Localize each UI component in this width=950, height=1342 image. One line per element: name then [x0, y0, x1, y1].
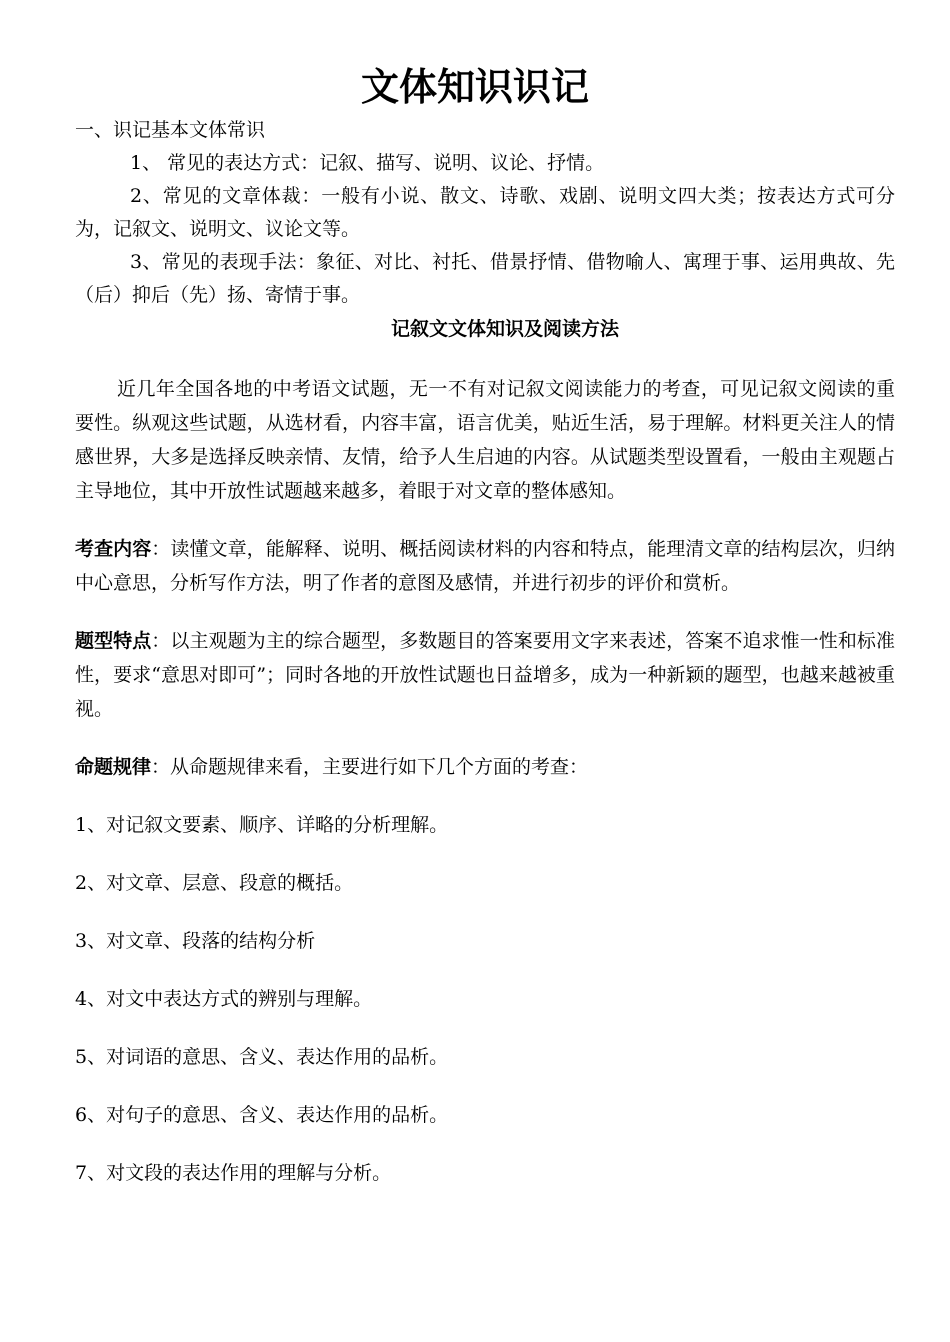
- features-paragraph: [75, 624, 895, 726]
- list-item: 1、 常见的表达方式：记叙、描写、说明、议论、抒情。: [130, 152, 605, 174]
- list-item: 4、对文中表达方式的辨别与理解。: [75, 988, 373, 1010]
- content-text: ：读懂文章，能解释、说明、概括阅读材料的内容和特点，能理清文章的结构层次，归纳中心意思，分析写作方法，明了作者的意图及感情，并进行初步的评价和赏析。: [75, 538, 895, 594]
- content-label: 考查内容: [75, 538, 152, 560]
- list-item: 6、对句子的意思、含义、表达作用的品析。: [75, 1104, 449, 1126]
- rules-text: ：从命题规律来看，主要进行如下几个方面的考查：: [151, 756, 589, 778]
- list-item: 1、对记叙文要素、顺序、详略的分析理解。: [75, 814, 449, 836]
- rules-paragraph: [75, 750, 895, 784]
- narrative-section: [75, 372, 895, 1214]
- basic-knowledge-section: [75, 114, 895, 312]
- list-item: 2、常见的文章体裁：一般有小说、散文、诗歌、戏剧、说明文四大类；按表达方式可分为，记叙文、说明文、议论文等。: [75, 185, 895, 240]
- section-heading: 一、识记基本文体常识: [75, 119, 266, 141]
- document-title: 文体知识识记: [360, 65, 589, 109]
- features-text: ：以主观题为主的综合题型，多数题目的答案要用文字来表述，答案不追求惟一性和标准性，要求“意思对即可”；同时各地的开放性试题也日益增多，成为一种新颖的题型，也越来越被重视。: [75, 630, 895, 720]
- intro-paragraph: 近几年全国各地的中考语文试题，无一不有对记叙文阅读能力的考查，可见记叙文阅读的重要性。纵观这些试题，从选材看，内容丰富，语言优美，贴近生活，易于理解。材料更关注人的情感世界，大多是选择反映亲情、友情，给予人生启迪的内容。从试题类型设置看，一般由主观题占主导地位，其中开放性试题越来越多，着眼于对文章的整体感知。: [75, 378, 895, 502]
- list-item: 5、对词语的意思、含义、表达作用的品析。: [75, 1046, 449, 1068]
- section-subtitle: 记叙文文体知识及阅读方法: [390, 318, 619, 340]
- list-item: 2、对文章、层意、段意的概括。: [75, 872, 354, 894]
- features-label: 题型特点: [75, 630, 152, 652]
- list-item: 3、对文章、段落的结构分析: [75, 930, 316, 952]
- list-item: 3、常见的表现手法：象征、对比、衬托、借景抒情、借物喻人、寓理于事、运用典故、先（后）抑后（先）扬、寄情于事。: [75, 251, 895, 306]
- rules-label: 命题规律: [75, 756, 152, 778]
- list-item: 7、对文段的表达作用的理解与分析。: [75, 1162, 392, 1184]
- content-paragraph: [75, 532, 895, 600]
